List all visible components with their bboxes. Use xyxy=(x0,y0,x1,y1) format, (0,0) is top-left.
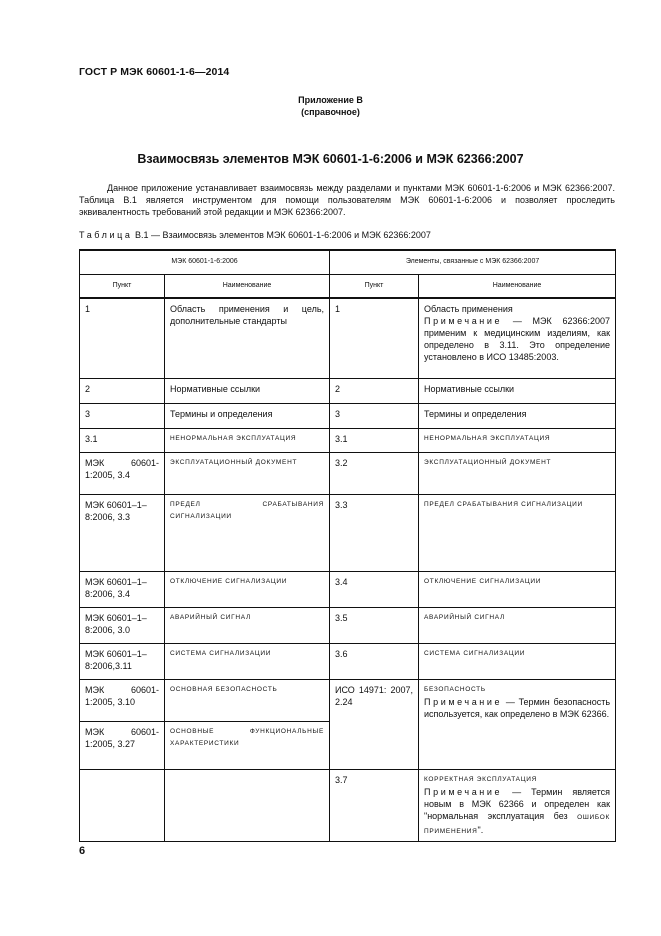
left-clause: МЭК 60601–1–8:2006,3.11 xyxy=(80,643,165,679)
left-name: СИСТЕМА СИГНАЛИЗАЦИИ xyxy=(165,643,330,679)
page-number: 6 xyxy=(79,845,86,857)
right-name: Нормативные ссылки xyxy=(419,378,616,403)
note-term: ОШИБОК ПРИМЕНЕНИЯ xyxy=(424,813,611,835)
appendix-label: Приложение В xyxy=(298,95,363,105)
right-clause: 1 xyxy=(330,298,419,378)
intro-text: Данное приложение устанавливает взаимосвязь между разделами и пунктами МЭК 60601-1-6:2006 и МЭК 62366:2007. Таблица В.1 является инструментом для помощи пользователям МЭК 60601-1-6:2006 и позволяет проследить эквивалентность требований этой редакции и МЭК 62366:2007. xyxy=(79,183,615,218)
table-row xyxy=(80,679,616,721)
appendix-heading xyxy=(0,94,661,118)
table-row xyxy=(80,643,616,679)
table-row xyxy=(80,403,616,428)
right-note xyxy=(424,696,610,720)
group-header-left: МЭК 60601-1-6:2006 xyxy=(80,250,330,274)
right-name: БЕЗОПАСНОСТЬ xyxy=(424,685,486,693)
correspondence-table xyxy=(79,249,616,842)
table-row xyxy=(80,607,616,643)
page-title: Взаимосвязь элементов МЭК 60601-1-6:2006 и МЭК 62366:2007 xyxy=(137,152,524,166)
right-clause: 3.2 xyxy=(330,452,419,494)
left-clause xyxy=(80,769,165,841)
left-name xyxy=(165,769,330,841)
right-clause: 3.4 xyxy=(330,571,419,607)
right-clause: 2 xyxy=(330,378,419,403)
right-name: Область применения xyxy=(424,304,513,314)
note-text: — Термин безопасность используется, как определено в МЭК 62366. xyxy=(424,696,611,719)
left-clause: МЭК 60601-1:2005, 3.10 xyxy=(80,679,165,721)
right-name-cell xyxy=(419,769,616,841)
table-caption-text: В.1 — Взаимосвязь элементов МЭК 60601-1-6:2006 и МЭК 62366:2007 xyxy=(135,230,431,240)
left-name: ЭКСПЛУАТАЦИОННЫЙ ДОКУМЕНТ xyxy=(165,452,330,494)
note-text: — Термин является новым в МЭК 62366 и определен как "нормальная эксплуатация без xyxy=(424,786,611,821)
right-name-cell xyxy=(419,298,616,378)
intro-paragraph xyxy=(79,182,615,219)
left-clause: МЭК 60601–1–8:2006, 3.4 xyxy=(80,571,165,607)
right-name-cell xyxy=(419,679,616,769)
right-clause: 3 xyxy=(330,403,419,428)
right-clause: 3.5 xyxy=(330,607,419,643)
note-text: — МЭК 62366:2007 применим к медицинским изделиям, как определено в 3.11. Это определение установлено в ИСО 13485:2003. xyxy=(424,316,611,362)
left-clause: МЭК 60601–1–8:2006, 3.3 xyxy=(80,494,165,571)
table-caption xyxy=(79,230,431,240)
right-clause: 3.3 xyxy=(330,494,419,571)
left-name: ОСНОВНАЯ БЕЗОПАСНОСТЬ xyxy=(165,679,330,721)
note-text-end: ". xyxy=(477,824,484,835)
left-clause: 3 xyxy=(80,403,165,428)
right-clause: 3.6 xyxy=(330,643,419,679)
right-name: АВАРИЙНЫЙ СИГНАЛ xyxy=(419,607,616,643)
right-name: НЕНОРМАЛЬНАЯ ЭКСПЛУАТАЦИЯ xyxy=(419,428,616,452)
col-header-name-left: Наименование xyxy=(165,274,330,298)
table-row xyxy=(80,378,616,403)
table-row xyxy=(80,571,616,607)
right-name: Термины и определения xyxy=(419,403,616,428)
col-header-clause-left: Пункт xyxy=(80,274,165,298)
col-header-name-right: Наименование xyxy=(419,274,616,298)
table-row xyxy=(80,452,616,494)
right-clause: 3.7 xyxy=(330,769,419,841)
left-clause: МЭК 60601-1:2005, 3.4 xyxy=(80,452,165,494)
left-name: ОСНОВНЫЕ ФУНКЦИОНАЛЬНЫЕ ХАРАКТЕРИСТИКИ xyxy=(165,721,330,769)
note-label: Примечание xyxy=(424,316,503,326)
table-caption-word: Таблица xyxy=(79,230,133,240)
group-header-right: Элементы, связанные с МЭК 62366:2007 xyxy=(330,250,616,274)
left-name: АВАРИЙНЫЙ СИГНАЛ xyxy=(165,607,330,643)
left-clause: МЭК 60601-1:2005, 3.27 xyxy=(80,721,165,769)
col-header-clause-right: Пункт xyxy=(330,274,419,298)
table-row xyxy=(80,428,616,452)
right-name: КОРРЕКТНАЯ ЭКСПЛУАТАЦИЯ xyxy=(424,775,537,783)
right-clause: 3.1 xyxy=(330,428,419,452)
left-name: Термины и определения xyxy=(165,403,330,428)
left-clause: 1 xyxy=(80,298,165,378)
document-header: ГОСТ Р МЭК 60601-1-6—2014 xyxy=(79,66,230,78)
appendix-kind: (справочное) xyxy=(301,107,360,117)
table-column-header xyxy=(80,274,616,298)
left-name: Нормативные ссылки xyxy=(165,378,330,403)
right-note xyxy=(424,786,610,838)
left-name: ПРЕДЕЛ СРАБАТЫВАНИЯ СИГНАЛИЗАЦИИ xyxy=(165,494,330,571)
table-row xyxy=(80,298,616,378)
table-group-header xyxy=(80,250,616,274)
table-row xyxy=(80,494,616,571)
right-name: ПРЕДЕЛ СРАБАТЫВАНИЯ СИГНАЛИЗАЦИИ xyxy=(419,494,616,571)
right-note xyxy=(424,315,610,363)
right-name: ОТКЛЮЧЕНИЕ СИГНАЛИЗАЦИИ xyxy=(419,571,616,607)
left-name: ОТКЛЮЧЕНИЕ СИГНАЛИЗАЦИИ xyxy=(165,571,330,607)
left-name: НЕНОРМАЛЬНАЯ ЭКСПЛУАТАЦИЯ xyxy=(165,428,330,452)
right-clause: ИСО 14971: 2007, 2.24 xyxy=(330,679,419,769)
left-name: Область применения и цель, дополнительные стандарты xyxy=(165,298,330,378)
right-name: СИСТЕМА СИГНАЛИЗАЦИИ xyxy=(419,643,616,679)
left-clause: 2 xyxy=(80,378,165,403)
note-label: Примечание xyxy=(424,786,503,797)
table-row xyxy=(80,769,616,841)
left-clause: МЭК 60601–1–8:2006, 3.0 xyxy=(80,607,165,643)
note-label: Примечание xyxy=(424,696,503,707)
right-name: ЭКСПЛУАТАЦИОННЫЙ ДОКУМЕНТ xyxy=(419,452,616,494)
left-clause: 3.1 xyxy=(80,428,165,452)
